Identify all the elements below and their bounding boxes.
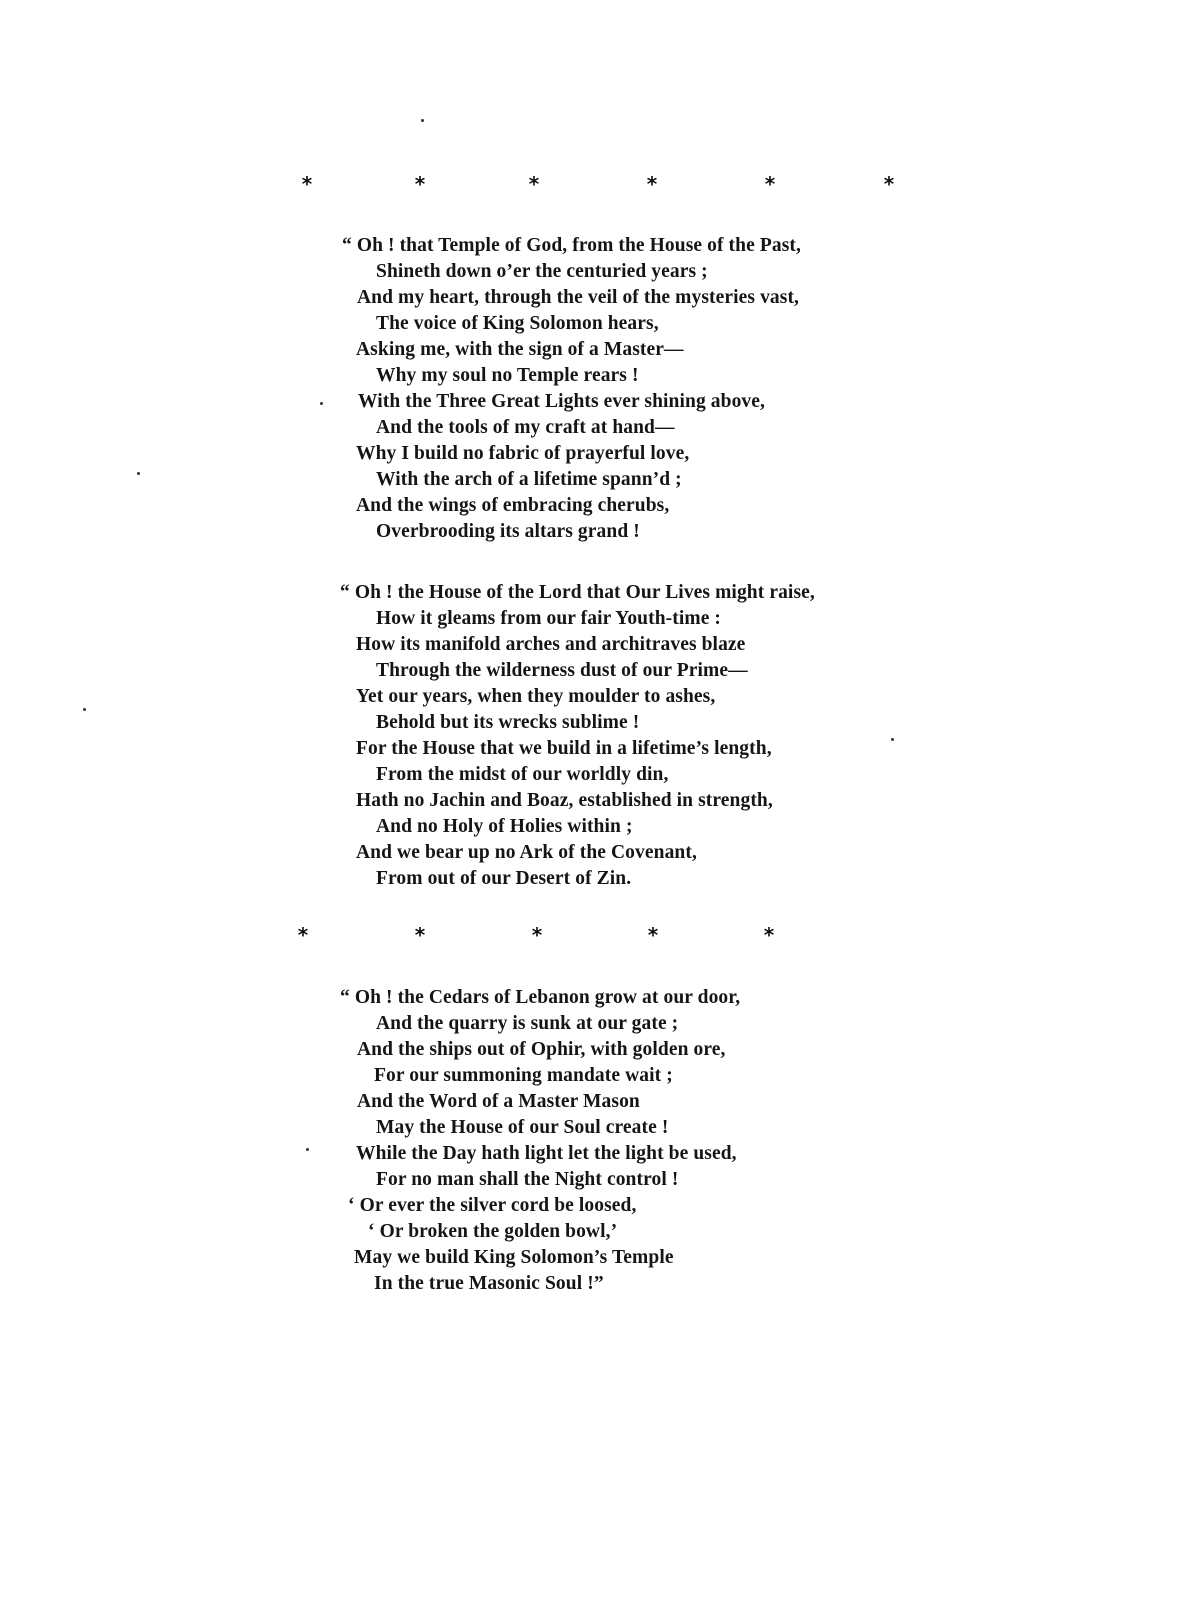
verse-line: With the Three Great Lights ever shining above, xyxy=(358,391,766,412)
verse-line: And the quarry is sunk at our gate ; xyxy=(376,1013,679,1034)
verse-line: “ Oh ! the House of the Lord that Our Lives might raise, xyxy=(340,582,815,603)
asterisk-ornament: * xyxy=(531,923,543,947)
verse-line: How its manifold arches and architraves blaze xyxy=(356,634,746,655)
verse-line: For the House that we build in a lifetime’s length, xyxy=(356,738,772,759)
verse-line: And the tools of my craft at hand— xyxy=(376,417,675,438)
print-speck xyxy=(421,119,424,122)
verse-line: Why my soul no Temple rears ! xyxy=(376,365,639,386)
print-speck xyxy=(320,402,323,405)
verse-line: Shineth down o’er the centuried years ; xyxy=(376,261,708,282)
verse-line: And the wings of embracing cherubs, xyxy=(356,495,670,516)
verse-line: Through the wilderness dust of our Prime— xyxy=(376,660,748,681)
verse-line: Yet our years, when they moulder to ashes, xyxy=(356,686,716,707)
verse-line: How it gleams from our fair Youth-time : xyxy=(376,608,722,629)
verse-line: “ Oh ! the Cedars of Lebanon grow at our door, xyxy=(340,987,741,1008)
verse-line: From out of our Desert of Zin. xyxy=(376,868,632,889)
asterisk-ornament: * xyxy=(297,923,309,947)
asterism-divider-middle xyxy=(0,925,1200,955)
verse-line: And the ships out of Ophir, with golden ore, xyxy=(357,1039,726,1060)
print-speck xyxy=(83,708,86,711)
asterisk-ornament: * xyxy=(883,172,895,196)
verse-line: May the House of our Soul create ! xyxy=(376,1117,669,1138)
verse-line: And my heart, through the veil of the mysteries vast, xyxy=(357,287,800,308)
asterisk-ornament: * xyxy=(414,923,426,947)
asterisk-ornament: * xyxy=(646,172,658,196)
verse-line: Why I build no fabric of prayerful love, xyxy=(356,443,690,464)
verse-line: ‘ Or broken the golden bowl,’ xyxy=(368,1221,618,1242)
verse-line: While the Day hath light let the light be used, xyxy=(356,1143,737,1164)
asterisk-ornament: * xyxy=(763,923,775,947)
verse-line: With the arch of a lifetime spann’d ; xyxy=(376,469,682,490)
verse-line: And no Holy of Holies within ; xyxy=(376,816,633,837)
asterisk-ornament: * xyxy=(647,923,659,947)
verse-line: From the midst of our worldly din, xyxy=(376,764,669,785)
verse-line: Asking me, with the sign of a Master— xyxy=(356,339,684,360)
verse-line: “ Oh ! that Temple of God, from the House of the Past, xyxy=(342,235,801,256)
asterism-divider-top xyxy=(0,174,1200,204)
verse-line: In the true Masonic Soul !” xyxy=(374,1273,604,1294)
print-speck xyxy=(306,1148,309,1151)
verse-line: Behold but its wrecks sublime ! xyxy=(376,712,640,733)
print-speck xyxy=(891,738,894,741)
verse-line: And the Word of a Master Mason xyxy=(357,1091,640,1112)
asterisk-ornament: * xyxy=(414,172,426,196)
asterisk-ornament: * xyxy=(301,172,313,196)
verse-line: The voice of King Solomon hears, xyxy=(376,313,659,334)
asterisk-ornament: * xyxy=(528,172,540,196)
verse-line: For no man shall the Night control ! xyxy=(376,1169,679,1190)
verse-line: Overbrooding its altars grand ! xyxy=(376,521,640,542)
asterisk-ornament: * xyxy=(764,172,776,196)
verse-line: For our summoning mandate wait ; xyxy=(374,1065,673,1086)
verse-line: Hath no Jachin and Boaz, established in strength, xyxy=(356,790,773,811)
verse-line: And we bear up no Ark of the Covenant, xyxy=(356,842,697,863)
verse-line: May we build King Solomon’s Temple xyxy=(354,1247,674,1268)
verse-line: ‘ Or ever the silver cord be loosed, xyxy=(348,1195,637,1216)
print-speck xyxy=(137,472,140,475)
